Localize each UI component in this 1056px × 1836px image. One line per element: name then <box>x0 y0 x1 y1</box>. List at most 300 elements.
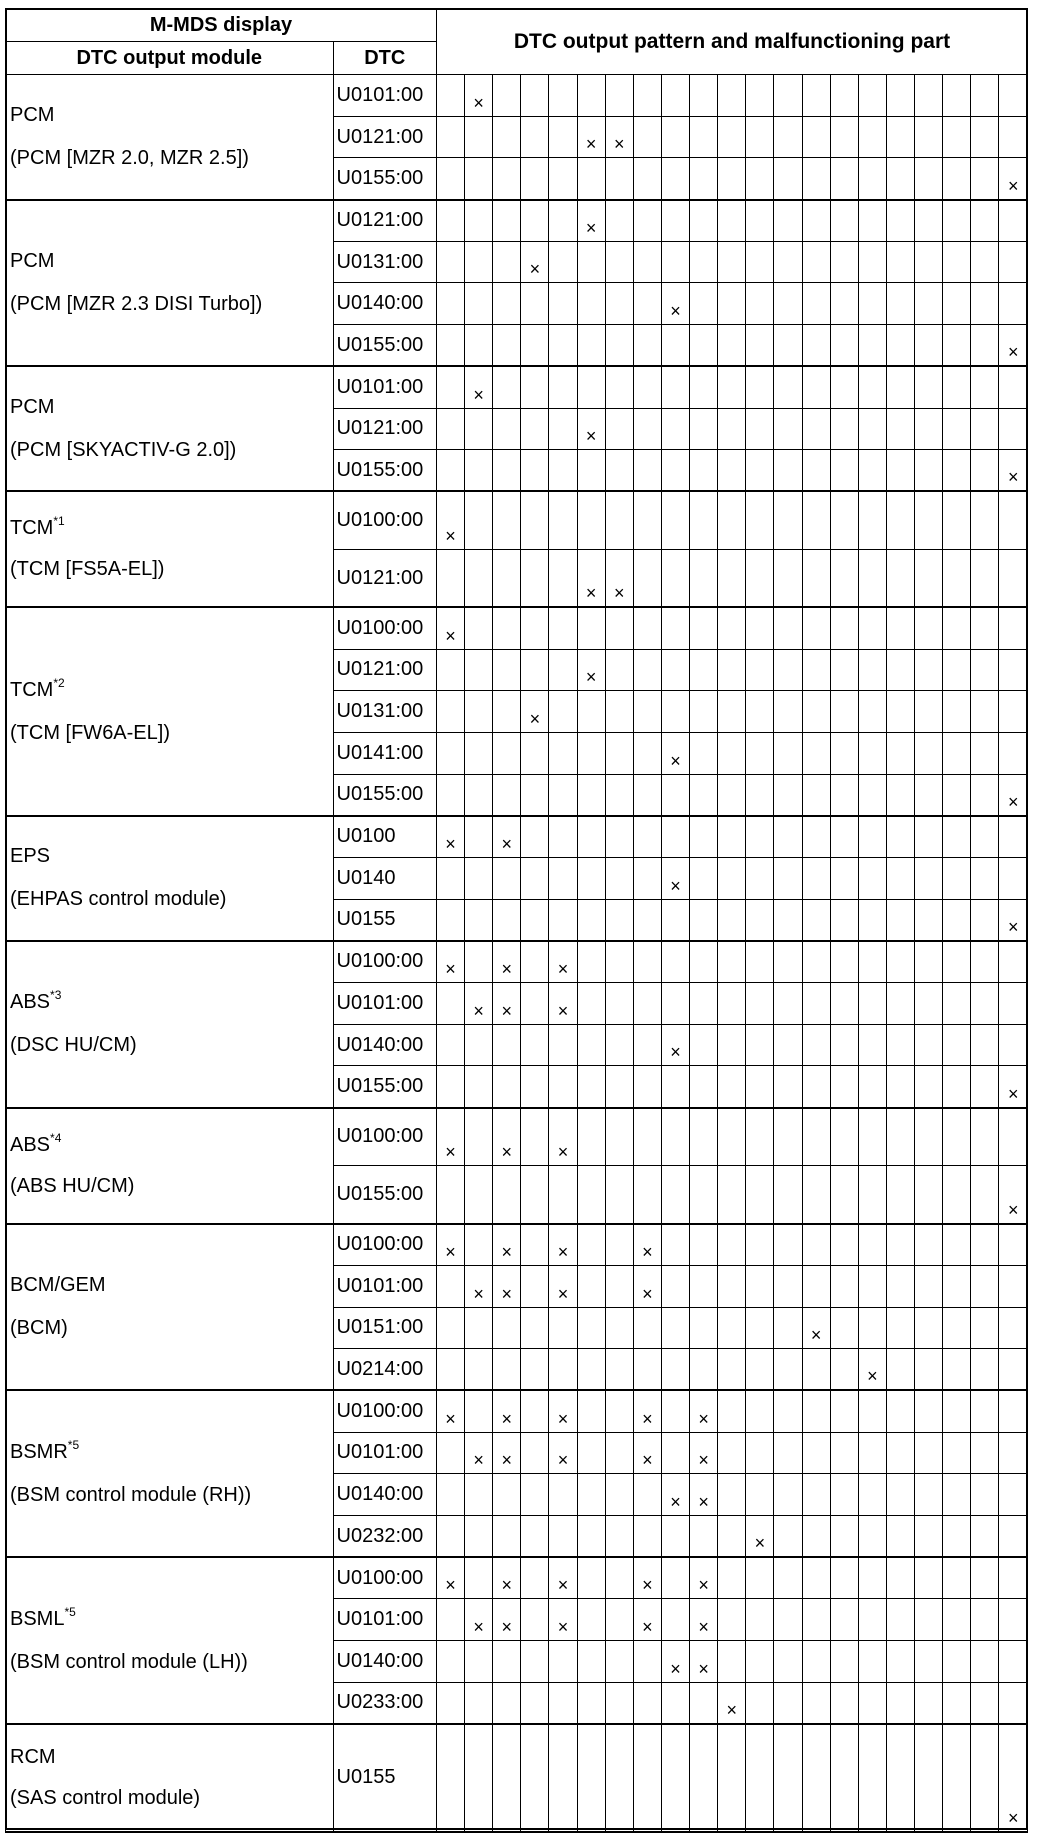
dtc-code: U0131:00 <box>333 691 436 733</box>
empty-cell <box>577 774 605 816</box>
dtc-output-module-header: DTC output module <box>6 42 334 75</box>
empty-cell <box>858 158 886 200</box>
empty-cell <box>633 491 661 549</box>
empty-cell <box>690 858 718 900</box>
empty-cell <box>886 1515 914 1557</box>
empty-cell <box>915 607 943 649</box>
empty-cell <box>746 1224 774 1266</box>
empty-cell <box>746 732 774 774</box>
empty-cell <box>943 1024 971 1066</box>
empty-cell <box>493 1474 521 1516</box>
empty-cell <box>718 200 746 242</box>
empty-cell <box>718 1166 746 1224</box>
empty-cell <box>858 283 886 325</box>
empty-cell <box>718 1349 746 1391</box>
empty-cell <box>465 1066 493 1108</box>
empty-cell <box>690 283 718 325</box>
empty-cell <box>549 408 577 450</box>
empty-cell <box>774 649 802 691</box>
empty-cell <box>802 200 830 242</box>
empty-cell <box>690 899 718 941</box>
table-header <box>6 9 1028 75</box>
empty-cell <box>858 366 886 408</box>
empty-cell <box>858 325 886 367</box>
empty-cell <box>718 366 746 408</box>
empty-cell <box>915 816 943 858</box>
empty-cell <box>971 75 999 117</box>
empty-cell <box>774 607 802 649</box>
empty-cell <box>746 549 774 607</box>
empty-cell <box>690 1515 718 1557</box>
empty-cell <box>858 983 886 1025</box>
empty-cell <box>943 1390 971 1432</box>
empty-cell <box>886 1390 914 1432</box>
mark-cell: × <box>746 1515 774 1557</box>
empty-cell <box>521 408 549 450</box>
empty-cell <box>971 1515 999 1557</box>
empty-cell <box>999 491 1028 549</box>
empty-cell <box>605 774 633 816</box>
empty-cell <box>774 1108 802 1166</box>
empty-cell <box>549 1166 577 1224</box>
empty-cell <box>915 1349 943 1391</box>
dtc-code: U0101:00 <box>333 983 436 1025</box>
empty-cell <box>971 1166 999 1224</box>
empty-cell <box>943 1349 971 1391</box>
empty-cell <box>915 1682 943 1724</box>
empty-cell <box>718 158 746 200</box>
empty-cell <box>718 1724 746 1832</box>
empty-cell <box>830 1641 858 1683</box>
empty-cell <box>493 1066 521 1108</box>
empty-cell <box>690 408 718 450</box>
empty-cell <box>549 491 577 549</box>
module-cell <box>6 1224 334 1391</box>
empty-cell <box>802 1024 830 1066</box>
empty-cell <box>971 450 999 492</box>
empty-cell <box>465 607 493 649</box>
empty-cell <box>971 1599 999 1641</box>
empty-cell <box>690 607 718 649</box>
empty-cell <box>999 366 1028 408</box>
empty-cell <box>830 941 858 983</box>
empty-cell <box>971 325 999 367</box>
empty-cell <box>605 649 633 691</box>
mark-cell: × <box>690 1432 718 1474</box>
empty-cell <box>633 1024 661 1066</box>
dtc-code: U0140 <box>333 858 436 900</box>
mark-cell: × <box>690 1390 718 1432</box>
empty-cell <box>605 1557 633 1599</box>
empty-cell <box>577 983 605 1025</box>
mark-cell: × <box>549 1390 577 1432</box>
empty-cell <box>858 1224 886 1266</box>
mark-cell: × <box>633 1390 661 1432</box>
empty-cell <box>943 858 971 900</box>
empty-cell <box>802 1474 830 1516</box>
empty-cell <box>661 158 689 200</box>
module-cell <box>6 1108 334 1224</box>
mark-cell: × <box>549 941 577 983</box>
empty-cell <box>690 200 718 242</box>
mark-cell: × <box>690 1641 718 1683</box>
empty-cell <box>830 732 858 774</box>
empty-cell <box>802 1599 830 1641</box>
empty-cell <box>999 607 1028 649</box>
empty-cell <box>774 1307 802 1349</box>
empty-cell <box>577 941 605 983</box>
empty-cell <box>943 1166 971 1224</box>
empty-cell <box>746 1682 774 1724</box>
empty-cell <box>858 1390 886 1432</box>
dtc-code: U0155 <box>333 899 436 941</box>
pattern-header: DTC output pattern and malfunctioning part <box>436 9 1027 75</box>
empty-cell <box>830 241 858 283</box>
table-row <box>6 1108 1028 1166</box>
mark-cell: × <box>465 983 493 1025</box>
empty-cell <box>886 283 914 325</box>
mark-cell: × <box>436 816 464 858</box>
empty-cell <box>436 1474 464 1516</box>
empty-cell <box>493 408 521 450</box>
empty-cell <box>915 1432 943 1474</box>
empty-cell <box>718 1599 746 1641</box>
empty-cell <box>858 858 886 900</box>
empty-cell <box>633 549 661 607</box>
empty-cell <box>633 816 661 858</box>
mark-cell: × <box>577 200 605 242</box>
empty-cell <box>943 450 971 492</box>
empty-cell <box>971 1641 999 1683</box>
empty-cell <box>774 1557 802 1599</box>
empty-cell <box>577 1066 605 1108</box>
empty-cell <box>830 816 858 858</box>
empty-cell <box>943 732 971 774</box>
empty-cell <box>633 366 661 408</box>
empty-cell <box>605 158 633 200</box>
empty-cell <box>915 1557 943 1599</box>
empty-cell <box>605 858 633 900</box>
empty-cell <box>802 158 830 200</box>
empty-cell <box>774 200 802 242</box>
empty-cell <box>999 75 1028 117</box>
mark-cell: × <box>690 1474 718 1516</box>
module-name: PCM <box>10 103 55 126</box>
empty-cell <box>436 408 464 450</box>
empty-cell <box>943 200 971 242</box>
empty-cell <box>971 1474 999 1516</box>
empty-cell <box>858 450 886 492</box>
empty-cell <box>746 649 774 691</box>
empty-cell <box>915 158 943 200</box>
empty-cell <box>718 858 746 900</box>
empty-cell <box>577 1024 605 1066</box>
empty-cell <box>971 1024 999 1066</box>
dtc-code: U0232:00 <box>333 1515 436 1557</box>
empty-cell <box>718 241 746 283</box>
empty-cell <box>661 1108 689 1166</box>
empty-cell <box>915 549 943 607</box>
empty-cell <box>858 899 886 941</box>
empty-cell <box>718 549 746 607</box>
empty-cell <box>746 283 774 325</box>
empty-cell <box>830 1265 858 1307</box>
module-name: PCM <box>10 395 55 418</box>
empty-cell <box>774 408 802 450</box>
module-name: BSML <box>10 1607 65 1630</box>
empty-cell <box>577 732 605 774</box>
empty-cell <box>886 158 914 200</box>
empty-cell <box>718 899 746 941</box>
empty-cell <box>718 325 746 367</box>
empty-cell <box>465 816 493 858</box>
empty-cell <box>605 1682 633 1724</box>
empty-cell <box>943 491 971 549</box>
empty-cell <box>802 649 830 691</box>
empty-cell <box>633 450 661 492</box>
empty-cell <box>858 1682 886 1724</box>
empty-cell <box>493 549 521 607</box>
empty-cell <box>465 450 493 492</box>
empty-cell <box>830 607 858 649</box>
empty-cell <box>746 1641 774 1683</box>
empty-cell <box>493 75 521 117</box>
empty-cell <box>605 491 633 549</box>
dtc-code: U0121:00 <box>333 200 436 242</box>
empty-cell <box>999 1557 1028 1599</box>
empty-cell <box>577 1641 605 1683</box>
empty-cell <box>830 283 858 325</box>
empty-cell <box>858 1265 886 1307</box>
empty-cell <box>746 1108 774 1166</box>
empty-cell <box>577 1108 605 1166</box>
empty-cell <box>493 1724 521 1832</box>
empty-cell <box>999 1224 1028 1266</box>
empty-cell <box>521 366 549 408</box>
empty-cell <box>549 450 577 492</box>
empty-cell <box>549 858 577 900</box>
empty-cell <box>661 691 689 733</box>
empty-cell <box>802 75 830 117</box>
empty-cell <box>915 1224 943 1266</box>
empty-cell <box>943 607 971 649</box>
empty-cell <box>465 1024 493 1066</box>
empty-cell <box>605 366 633 408</box>
empty-cell <box>886 941 914 983</box>
empty-cell <box>690 732 718 774</box>
empty-cell <box>802 450 830 492</box>
empty-cell <box>802 1432 830 1474</box>
empty-cell <box>465 1474 493 1516</box>
dtc-code: U0101:00 <box>333 1599 436 1641</box>
dtc-code: U0141:00 <box>333 732 436 774</box>
mark-cell: × <box>436 1557 464 1599</box>
mark-cell: × <box>661 283 689 325</box>
empty-cell <box>549 1024 577 1066</box>
empty-cell <box>465 1515 493 1557</box>
empty-cell <box>521 1166 549 1224</box>
empty-cell <box>943 899 971 941</box>
empty-cell <box>549 366 577 408</box>
empty-cell <box>661 366 689 408</box>
empty-cell <box>802 1682 830 1724</box>
empty-cell <box>521 983 549 1025</box>
empty-cell <box>858 1474 886 1516</box>
empty-cell <box>521 116 549 158</box>
empty-cell <box>943 1515 971 1557</box>
empty-cell <box>521 1390 549 1432</box>
mark-cell: × <box>661 1024 689 1066</box>
empty-cell <box>633 1307 661 1349</box>
table-row <box>6 816 1028 858</box>
empty-cell <box>971 983 999 1025</box>
empty-cell <box>661 774 689 816</box>
mark-cell: × <box>465 1432 493 1474</box>
empty-cell <box>661 408 689 450</box>
empty-cell <box>971 941 999 983</box>
empty-cell <box>943 1724 971 1832</box>
empty-cell <box>521 1307 549 1349</box>
empty-cell <box>521 774 549 816</box>
mark-cell: × <box>465 1599 493 1641</box>
empty-cell <box>690 75 718 117</box>
empty-cell <box>577 1682 605 1724</box>
empty-cell <box>999 200 1028 242</box>
empty-cell <box>521 1515 549 1557</box>
empty-cell <box>521 1599 549 1641</box>
module-description: (TCM [FS5A-EL]) <box>10 558 165 581</box>
dtc-header: DTC <box>333 42 436 75</box>
empty-cell <box>943 1108 971 1166</box>
empty-cell <box>577 1599 605 1641</box>
mark-cell: × <box>549 1599 577 1641</box>
empty-cell <box>858 732 886 774</box>
empty-cell <box>830 1599 858 1641</box>
empty-cell <box>830 408 858 450</box>
empty-cell <box>549 1307 577 1349</box>
empty-cell <box>577 691 605 733</box>
empty-cell <box>886 1265 914 1307</box>
dtc-code: U0100:00 <box>333 1224 436 1266</box>
empty-cell <box>549 241 577 283</box>
empty-cell <box>521 732 549 774</box>
empty-cell <box>465 491 493 549</box>
empty-cell <box>605 283 633 325</box>
empty-cell <box>802 1515 830 1557</box>
empty-cell <box>661 1265 689 1307</box>
empty-cell <box>718 450 746 492</box>
empty-cell <box>605 1599 633 1641</box>
empty-cell <box>858 1641 886 1683</box>
empty-cell <box>605 1066 633 1108</box>
empty-cell <box>521 1108 549 1166</box>
empty-cell <box>971 1390 999 1432</box>
empty-cell <box>971 283 999 325</box>
empty-cell <box>774 1224 802 1266</box>
module-cell <box>6 75 334 200</box>
empty-cell <box>605 200 633 242</box>
empty-cell <box>943 691 971 733</box>
empty-cell <box>521 1349 549 1391</box>
empty-cell <box>690 649 718 691</box>
empty-cell <box>465 1108 493 1166</box>
empty-cell <box>718 691 746 733</box>
empty-cell <box>436 283 464 325</box>
empty-cell <box>915 774 943 816</box>
empty-cell <box>718 1390 746 1432</box>
empty-cell <box>605 691 633 733</box>
empty-cell <box>577 158 605 200</box>
empty-cell <box>746 691 774 733</box>
empty-cell <box>999 691 1028 733</box>
empty-cell <box>915 691 943 733</box>
dtc-code: U0155:00 <box>333 158 436 200</box>
footnote-ref: *5 <box>67 1437 80 1452</box>
table-row <box>6 491 1028 549</box>
empty-cell <box>943 75 971 117</box>
empty-cell <box>943 283 971 325</box>
empty-cell <box>605 607 633 649</box>
empty-cell <box>858 75 886 117</box>
empty-cell <box>436 1166 464 1224</box>
empty-cell <box>661 983 689 1025</box>
empty-cell <box>746 1432 774 1474</box>
empty-cell <box>605 816 633 858</box>
empty-cell <box>830 1390 858 1432</box>
table-row <box>6 1724 1028 1832</box>
mark-cell: × <box>436 1224 464 1266</box>
empty-cell <box>830 75 858 117</box>
empty-cell <box>886 1724 914 1832</box>
empty-cell <box>802 1557 830 1599</box>
empty-cell <box>577 1557 605 1599</box>
empty-cell <box>999 408 1028 450</box>
empty-cell <box>746 450 774 492</box>
empty-cell <box>746 1024 774 1066</box>
empty-cell <box>999 116 1028 158</box>
empty-cell <box>886 983 914 1025</box>
empty-cell <box>690 491 718 549</box>
empty-cell <box>605 1307 633 1349</box>
dtc-code: U0155:00 <box>333 1066 436 1108</box>
empty-cell <box>858 116 886 158</box>
empty-cell <box>493 366 521 408</box>
empty-cell <box>802 1349 830 1391</box>
empty-cell <box>633 858 661 900</box>
empty-cell <box>999 1641 1028 1683</box>
empty-cell <box>943 1557 971 1599</box>
empty-cell <box>436 1265 464 1307</box>
empty-cell <box>915 1265 943 1307</box>
empty-cell <box>858 491 886 549</box>
empty-cell <box>886 1641 914 1683</box>
empty-cell <box>858 1066 886 1108</box>
empty-cell <box>886 408 914 450</box>
mark-cell: × <box>493 941 521 983</box>
empty-cell <box>886 1024 914 1066</box>
empty-cell <box>999 241 1028 283</box>
empty-cell <box>915 1474 943 1516</box>
empty-cell <box>802 774 830 816</box>
empty-cell <box>605 941 633 983</box>
mark-cell: × <box>577 116 605 158</box>
empty-cell <box>436 1024 464 1066</box>
dtc-code: U0100:00 <box>333 941 436 983</box>
table-row <box>6 1224 1028 1266</box>
empty-cell <box>999 1390 1028 1432</box>
module-name: BCM/GEM <box>10 1274 106 1296</box>
empty-cell <box>549 899 577 941</box>
